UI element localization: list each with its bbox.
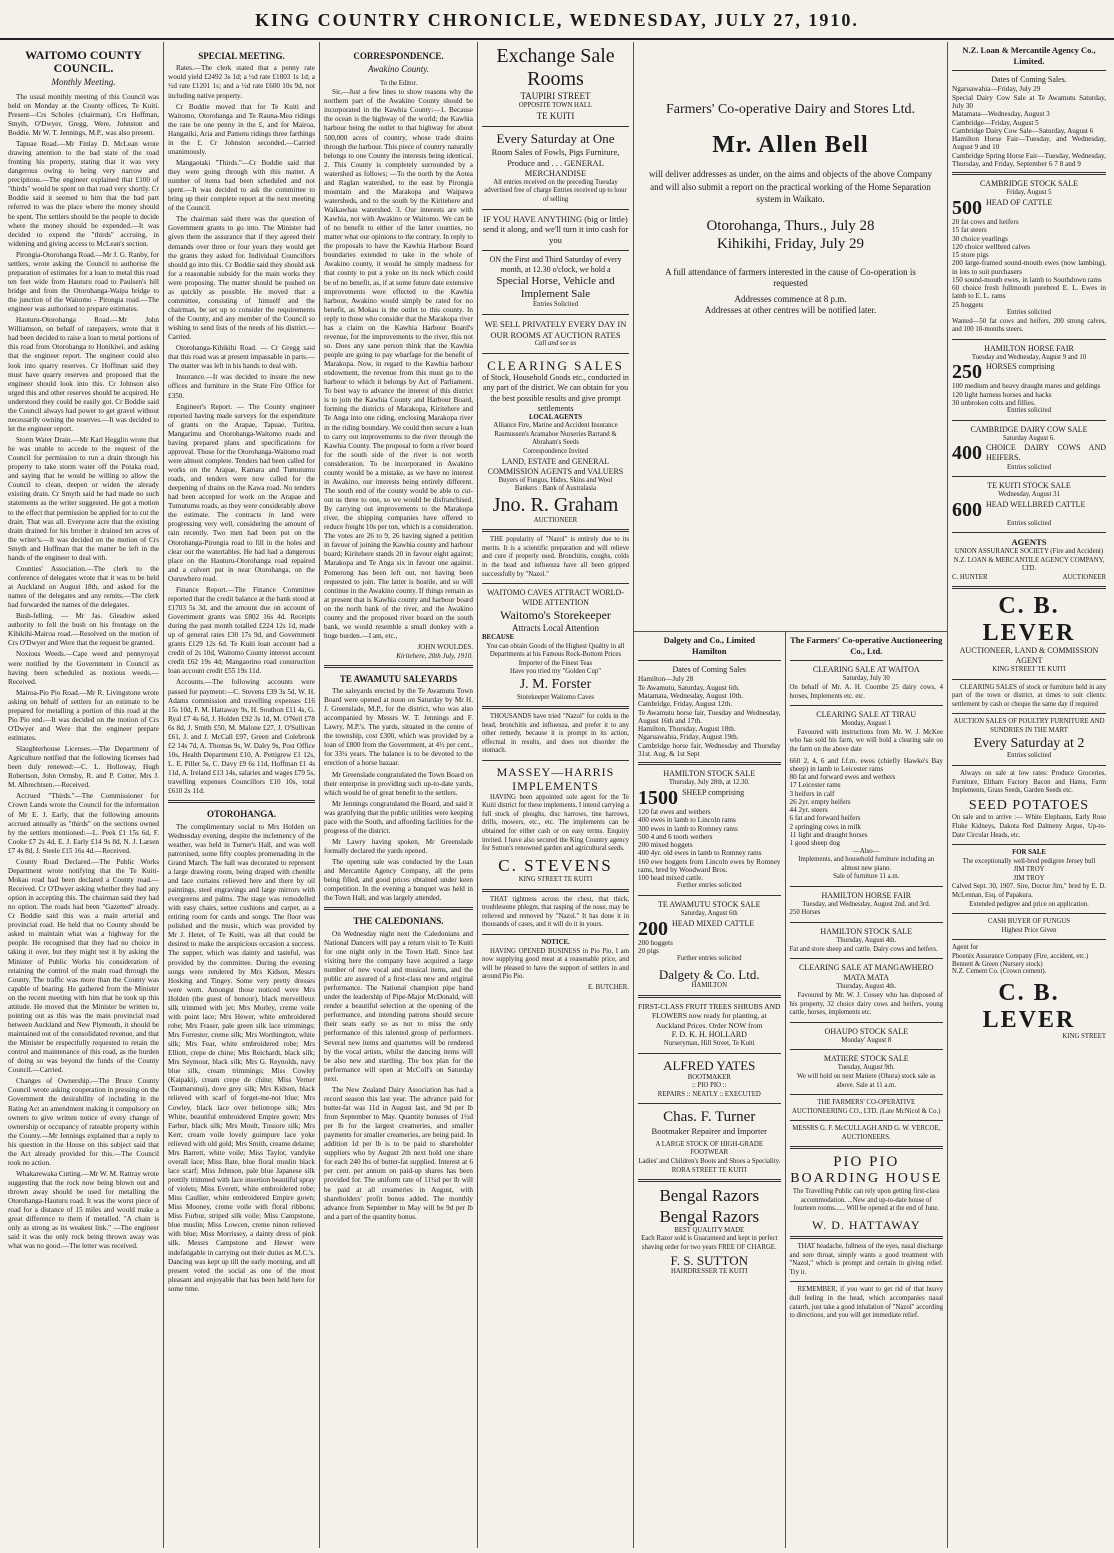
paragraph: Mangaotaki "Thirds."—Cr Boddie said that they were going through with this matter. A number of items had been scheduled and not spent.—It was decided to ask the committee to bring up their complete report at the next meeting of the Council. xyxy=(168,158,315,213)
ad-mccullagh: MESSRS G. F. McCULLAGH AND G. W. VERCOE, AUCTIONEERS. xyxy=(792,1125,941,1141)
paragraph: Bush-felling. — Mr Jas. Gleadow asked authority to fell the bush on his frontage on the Kihikihi-Mairoa road.—Resolved on the motion of Crs O'Dwyer and Were that the request be granted. xyxy=(8,612,159,648)
ad-auctioneer: AUCTIONEER xyxy=(533,516,578,524)
paragraph: Slaughterhouse Licenses.—The Department of Agriculture notified that the following licenses had been duly renewed:—C. L. Holloway, Hugh Robertson, John Ormsby, R. and P. Cotter, Mrs J. M. Albrechtsen.—Received. xyxy=(8,745,159,790)
article-title: THE CALEDONIANS. xyxy=(353,916,444,927)
ad-butcher: E. BUTCHER. xyxy=(588,983,629,991)
paragraph: Mairoa-Pio Pio Road.—Mr R. Livingstone wrote asking on behalf of settlers for an estimate to be prepared for metalling a portion of this road at the Pio Pio end.—It was decided on the motion of Crs O'Dwyer and Were that the engineer prepare estimates. xyxy=(8,688,159,743)
column-5 xyxy=(634,632,786,1548)
ad-also: —Also— xyxy=(853,847,880,855)
paragraph: Tapuae Road.—Mr Finlay D. McLean wrote drawing attention to the bad state of the road fronting his property, stating that it was very dangerous owing to being very narrow and precipitous.—The engineer explained that £100 of "thirds" would be spent on that road very shortly. Cr Boddie said it seemed to him that the bad part referred to was the place where the money should be spent. The settlers should be the people to decide where the money should be expended.—It was decided to expend the "thirds" accruing, in widening and giving access to McLean's section. xyxy=(8,140,159,248)
ad-jim: JIM TROY JIM TROY xyxy=(1013,866,1045,882)
ad-nazol-4: THAT headache, fullness of the eyes, nasal discharge and sore throat, simply wants a good treatment with "Nazol," which is prompt and certain in giving relief. Try it. xyxy=(789,1243,943,1276)
ad-camb-dairy: CAMBRIDGE DAIRY COW SALE xyxy=(970,424,1088,434)
sheep-list: 120 fat ewes and wethers 400 ewes in lamb to Lincoln rams 300 ewes in lamb to Romney rams 500 4 and 6 tooth wethers 200 mixed hoggets 400 4yr. old ewes in lamb to Romney rams 160 ewe hoggets from Lincoln ewes by Romney rams, bred by Woodward Bros. 100 head mixed cattle. xyxy=(638,807,781,883)
paragraph: Cr Boddie moved that for Te Kuiti and Waitomo, Otorohanga and Te Rauna-Mea ridings the rate be one penny in the £, and for Mairoa, Hangatiki, Aria and Pamotu ridings three farthings in the £. Cr Johnston seconded.—Carried unanimously. xyxy=(168,102,315,156)
ad-town: TE KUITI xyxy=(536,110,575,121)
ad-clearing: CLEARING SALES xyxy=(487,357,624,373)
ad-clearing-body: of Stock, Household Goods etc., conducted in any part of the district. We can obtain for you the best possible results and give prompt settlements xyxy=(482,373,629,413)
ad-opposite: OPPOSITE TOWN HALL xyxy=(518,102,593,110)
ad-camb-date: Friday, August 5 xyxy=(1006,189,1052,197)
ad-ta-stock: TE AWAMUTU STOCK SALE xyxy=(657,900,761,910)
ad-storekeeper: Waitomo's Storekeeper xyxy=(500,608,611,623)
ad-ham-horse7: HAMILTON HORSE FAIR xyxy=(984,343,1074,353)
ad-coming: Dates of Coming Sales xyxy=(672,665,747,675)
ad-nzloan2: N.Z. LOAN & MERCANTILE AGENCY COMPANY, LTD. xyxy=(953,556,1105,573)
paragraph: Counties' Association.—The clerk to the conference of delegates wrote that it was to be held at Auckland on August 18th, and asked for the names of the delegates and any remits.—The clerk had forwarded the names of the delegates. xyxy=(8,564,159,610)
ad-room-sales: Room Sales of Fowls, Pigs Furniture, Produce and . . . GENERAL MERCHANDISE xyxy=(491,146,620,179)
ad-for-sale: FOR SALE xyxy=(1012,849,1046,857)
ad-king: KING STREET TE KUITI xyxy=(992,666,1066,674)
ad-allen-bell: Mr. Allen Bell xyxy=(712,132,869,159)
cattle-count: 200 xyxy=(638,917,668,940)
ad-best-quality: BEST QUALITY MADE xyxy=(674,1226,745,1234)
article-title: WAITOMO COUNTY COUNCIL. xyxy=(25,48,142,76)
ad-turner: Chas. F. Turner xyxy=(663,1109,756,1126)
ad-farmers-title: Farmers' Co-operative Dairy and Stores Ltd. xyxy=(665,102,915,117)
ad-because: BECAUSE xyxy=(482,634,515,642)
ad-camb-stock: CAMBRIDGE STOCK SALE xyxy=(979,179,1079,189)
ad-manga: CLEARING SALE AT MANGAWHERO MATA MATA xyxy=(798,963,934,983)
ad-ladies: Ladies' and Children's Boots and Shoes a Speciality. xyxy=(638,1158,781,1166)
ad-tirau-body: Favoured with instructions from Mr. W. J. McKee who has sold his farm, we will hold a clearing sale on the farm on the above date xyxy=(789,728,943,753)
ad-tk-date: Wednesday, August 31 xyxy=(998,491,1060,499)
ad-golden-cup: Have you tried my "Golden Cup" xyxy=(509,668,602,676)
column-1 xyxy=(4,42,164,1548)
paragraph: The opening sale was conducted by the Loan and Mercantile Agency Company, all the pens being filled, and good prices obtained under keen competition. In the evening a banquet was held in the Town Hall, and was largely attended. xyxy=(324,858,473,903)
ad-bengal-2: Bengal Razors xyxy=(659,1206,760,1226)
ad-ham-horse7-date: Tuesday and Wednesday, August 9 and 10 xyxy=(971,353,1087,361)
cattle-label: HEAD MIXED CATTLE xyxy=(672,918,755,928)
article-body xyxy=(168,823,315,1294)
ad-sutton: F. S. SUTTON xyxy=(670,1252,748,1268)
ad-entries7: Entries solicited xyxy=(1007,309,1051,317)
ad-tirau-list: 660 2, 4, 6 and f.f.m. ewes (chiefly Hawke's Bay sheep) in lamb to Leicester rams 80 fat and forward ewes and wethers 17 Leicester rams 3 heifers in calf 26 2yr. empty heifers 44 2yr. steers 6 fat and forward heifers 2 springing cows in milk 11 light and draught horses 1 good sheep dog xyxy=(789,756,943,848)
ad-agents: AGENTS xyxy=(1011,537,1047,548)
ad-street: TAUPIRI STREET xyxy=(520,91,591,101)
ad-stevens: C. STEVENS xyxy=(498,855,613,875)
ad-calved: Calved Sept. 30, 1907. Sire, Doctor Jim," bred by E. D. McLennan, Esq. of Papakura. xyxy=(952,883,1106,899)
column-3 xyxy=(320,42,478,1548)
horses-list: 100 medium and heavy draught mares and geldings 120 light harness horses and hacks 30 unbroken colts and fillies. xyxy=(952,382,1101,407)
ad-ham-date: Thursday, July 28th, at 12.30. xyxy=(668,779,750,787)
ad-ohaupo-date: Monday' August 8 xyxy=(841,1036,892,1044)
paragraph: On Wednesday night next the Caledonians and National Dancers will pay a return visit to Te Kuiti for one night only in the Town Hall. Since last visiting here the company have acquired a large number of new vocal and musical items, and the public are assured of a first-class new and original performance. The National champion pipe band under the leadership of Pipe-Major McDonald, will render a beautiful selection at the opening of the performance, and intending patrons should secure their seats early so as not to miss the only performance of this talented group of performers. Several new items and quartettes will be rendered by the vocal artists, whilst the dancing items will be also new and startling. The box plan for the performance will open at McColl's on Saturday next. xyxy=(324,929,473,1083)
paragraph: The complimentary social to Mrs Holden on Wednesday evening, despite the inclemency of the weather, was held in Turner's Hall, and was well patronised, some fifty couples promenading in the Grand March. The hall was decorated to represent a large drawing room, being draped with chenille and lace curtains relieved here and there by oil paintings, steel engravings and large mirrors with evergreens and palms. The stage was remodelled with easy chairs, settee cushions and carpet, as a retiring room for cards and songs. The floor was polished and the music, which was provided by Mr J. Hetet, of Te Kuiti, was all that could be desired to make the auspicious occasion a success. The supper, which was dainty and tasteful, was provided by the committee. During the evening songs were rendered by Mrs Kidson, Messrs Hosking and Tingey. Some very pretty dresses were worn. Amongst those noticed were Mrs Holden (the guest of honour), black merveilleux silk trimmed with jet; Mrs Morley, creme voile with point lace; Mrs Hewer, white embroidered robe; Mrs Fraser, pale green silk lace trimmings; Mrs Forrester, creme silk; Mrs Worthington, white silk; Mrs Fear, white embroidered robe; Mrs Elliott, crepe de chine; Mrs Reichardt, black silk; Mrs Seymour, black silk; Mrs G. Reynolds, navy blue silk, cream trimmings; Miss Cowley (Kaipaki), cream crepe de chine; Miss Verner (Taumarunui), dove grey silk; Mrs Kidson, black relieved with scarf of forget-me-not blue; Mrs Cowley, black lace over heliotrope silk; Mrs White, beautiful embroidered Empire gown; Mrs Farbur, black silk; Mrs Moult, Tussore silk; Mrs Kerr, cream voile lovely guimpure lace yoke relieved with old gold; Mrs Smith, creame delaine; Mrs Barrett, white voile; Miss Taylor, vandyke overall lace; Miss Bate, blue floral muslin black lace scarf; Miss Johnson, pale blue Japanese silk prettily trimmed with lace insertion beautiful spray of violets; Miss Everett, white embroidered robe; Miss Caullier, white embroidered Empire gown; Miss Mooney, creme voile with floral ribbons; Miss Furbur, striped silk voile; Miss Campstone, blue muslin; Miss Lowcen, creme ninon relieved with blue; Miss Morrissey, a dainty dress of pink silk. Messrs Campstone and Hewer were indefatigable in carrying out their duties as M.C.'s. Dancing was kept up till the early morning, and all present voted the social as one of the most pleasant and enjoyable that has been held here for some time. xyxy=(168,822,315,1293)
ad-addr-commence: Addresses commence at 8 p.m. xyxy=(734,293,847,304)
ad-hattaway: W. D. HATTAWAY xyxy=(811,1217,921,1232)
ad-bengal-1: Bengal Razors xyxy=(659,1186,760,1206)
ad-nazol-5: REMEMBER, if you want to get rid of that heavy dull feeling in the head, which accompanies nasal catarrh, just take a good inhalation of "Nazol" according to directions, and you will get immediate relief. xyxy=(789,1286,943,1320)
ad-matiere: MATIERE STOCK SALE xyxy=(823,1054,909,1064)
article-body xyxy=(324,930,473,1222)
ad-waitoa-date: Saturday, July 30 xyxy=(842,675,890,683)
ad-bankers: Bankers : Bank of Australasia xyxy=(514,485,597,493)
paragraph: Rates.—The clerk stated that a penny rate would yield £2492 3s 1d; a ½d rate £1803 1s 1d; a ½d rate £1201 1s; and a ½d rate £600 10s 9d, not including native property. xyxy=(168,64,315,100)
article-body xyxy=(324,687,473,903)
paragraph: Changes of Ownership.—The Bruce County Council wrote asking cooperation in pressing on the Government the desirability of including in the Rating Act an amendment making it compulsory on owners to give written notice of every change of ownership or occupancy of rateable property within the County.—Mr Jennings explained that a reply to his question in the House on this subject said that the Act already provided for this.—The Council took no action. xyxy=(8,1077,159,1167)
ad-nursery: Nurseryman, Hill Street, Te Kuiti xyxy=(663,1040,755,1048)
ad-ham-stock6: HAMILTON STOCK SALE xyxy=(820,927,913,937)
ad-lever-sub: AUCTIONEER, LAND & COMMISSION AGENT xyxy=(959,646,1099,666)
newspaper-page xyxy=(4,42,1110,1548)
article-body xyxy=(8,93,159,1252)
ad-seed: SEED POTATOES xyxy=(968,797,1090,813)
article-title: CORRESPONDENCE. xyxy=(353,51,444,61)
ad-entries: All entries received on the preceding Tuesday advertised free of charge Entries received up to hour of selling xyxy=(484,178,627,204)
ad-notice: NOTICE. xyxy=(541,938,570,946)
ad-dates7: Ngaruawahia—Friday, July 29 Special Dairy Cow Sale at Te Awamutu Saturday, July 30 Matamata—Wednesday, August 3 Cambridge—Friday, August 5 Cambridge Dairy Cow Sale—Saturday, August 6 Hamilton Horse Fair—Tuesday, and Wednesday, August 9 and 10 Cambridge Spring Horse Fair—Tuesday, Wednesday, Thursday, and Friday, September 6 7 8 and 9 xyxy=(952,85,1106,169)
ad-allen-body: will deliver addresses as under, on the aims and objects of the above Company and will also submit a report on the practical working of the Home Separation system in Waikato. xyxy=(648,169,933,204)
wb-count: 600 xyxy=(952,498,982,521)
ad-holland: F. D. K. H. HOLLARD xyxy=(671,1030,747,1040)
ad-nazol-3: THAT tightness across the chest, that thick, troublesome phlegm, that rasping of the nose, may be relieved and removed by "Nazol." It has done it in thousands of cases, and it will do it in yours. xyxy=(482,895,629,929)
ad-matiere-body: We will hold on next Matiere (Ohura) stock sale as above. Sale at 11 a.m. xyxy=(796,1072,936,1089)
paragraph: Finance Report.—The Finance Committee reported that the credit balance at the bank stood at £1703 5s 3d, and the amount due on account of Government grants was £802 16s 4d. Receipts during the past month totalled £224 12s 1d, made up of general rates £30 17s 9d, and Government grants £129 12s 6d. Te Kuiti loan account had a credit of 2s 10d, Waitomo County interest account credit £62 19s 4d; Mangaorino road construction loan account credit £55 19s 11d. xyxy=(168,585,315,676)
ad-matiere-date: Tuesday, August 9th. xyxy=(837,1064,895,1072)
horses-label: HORSES comprising xyxy=(986,362,1055,372)
ad-seed-body: On sale and to arrive :— White Elephants, Early Rose Fluke Kidneys, Dakota Red Dalmeny Argue, Up-to-Date Circular Heads, etc. xyxy=(952,814,1106,839)
ad-ham-horse-date: Tuesday, and Wednesday, August 2nd. and 3rd. xyxy=(802,900,931,908)
ad-repairs: REPAIRS :: NEATLY :: EXECUTED xyxy=(657,1090,761,1098)
ad-turner-sub: Bootmaker Repairer and Importer xyxy=(651,1126,767,1137)
paragraph: Accrued "Thirds."—The Commissioner for Crown Lands wrote the Council for the information of Mr E. J. Early, that the following amounts accrued annually as "thirds" on the sections owned by the settlers mentioned:—L. Peek £1 15s 6d, F. Cooke £7 2s 4d, E. J. Early £14 9s 8d, N. J. Larsen £7 4s 8d, J. Steele £15 16s 4d.—Received. xyxy=(8,792,159,855)
ad-tirau: CLEARING SALE AT TIRAU xyxy=(816,710,917,720)
paragraph: Pirongia-Otorohanga Road.—Mr J. G. Ranby, for settlers, wrote asking the Council to authorise the preparation of estimates for a loan to metal this road ten feet wide from Hauturu road to Paulsen's hill bridge and from the Otorohanga-Waipa bridge to the junction of the Waitomo - Pirongia road.—The engineer was authorised to prepare estimates. xyxy=(8,250,159,314)
paragraph: Otorohanga-Kihikihi Road. — Cr Gregg said that this road was at present impassable in parts.—The matter was left in his hands to deal with. xyxy=(168,344,315,371)
wb-label: HEAD WELLBRED CATTLE xyxy=(986,499,1086,509)
ad-full-attend: A full attendance of farmers interested in the cause of Co-operation is requested xyxy=(665,266,916,289)
article-body xyxy=(168,64,315,796)
ad-coming7: Dates of Coming Sales. xyxy=(991,75,1067,85)
ad-oto-date: Otorohanga, Thurs., July 28 xyxy=(706,217,875,234)
horses-count: 250 xyxy=(952,361,982,384)
ad-entries-solicited: Entries Solicited xyxy=(532,301,579,309)
ad-attracts: Attracts Local Attention xyxy=(512,622,599,633)
ad-tk-stock: TE KUITI STOCK SALE xyxy=(987,481,1071,491)
article-body xyxy=(324,88,473,641)
ad-dalgety-big: Dalgety & Co. Ltd. xyxy=(658,966,760,982)
sheep-count: 1500 xyxy=(638,786,678,809)
ad-piopio-title: PIO PIO xyxy=(833,1154,900,1171)
paragraph: The chairman said there was the question of Government grants to go into. The Minister had given them the assurance that if they agreed their demands over three or four years they would get the grants they asked for. Individual Councillors should go into this. Cr Boddie said they should ask for a reasonable subsidy for the main works they were proposing. The matter should be pushed on as quickly as possible. He moved that a committee, consisting of himself and the chairman, be set up to consider the requirements of the County, and any member of the Council so wishing to send lists of the needs of his district.—Carried. xyxy=(168,215,315,342)
ad-yates: ALFRED YATES xyxy=(663,1057,756,1073)
paragraph: Whakarewaka Cutting.—Mr W. M. Rattray wrote suggesting that the rock now being blown out and thrown away should be used for metalling the Otorohanga-Hauturu road. It was the worst piece of road for a distance of 15 miles and would make a great difference to them if metalled. "A chain is only as strong as its weakest link." —The engineer said it was the only rock being thrown away was what was no good.—The letter was received. xyxy=(8,1169,159,1251)
ad-furniture: Sale of furniture 11 a.m. xyxy=(833,873,900,881)
ad-for-sale-body: The exceptionally well-bred pedigree Jersey bull xyxy=(962,857,1096,865)
ad-dalgety-place: Hamilton xyxy=(692,645,727,656)
dairy-count: 400 xyxy=(952,442,982,465)
paragraph: Mr Jennings congratulated the Board, and said it was gratifying that the public utilities were keeping pace with the South, and affording facilities for the progress of the district. xyxy=(324,799,473,835)
ad-further: Further entries solicited xyxy=(676,882,742,890)
dairy-label: CHOICE DAIRY COWS AND HEIFERS. xyxy=(986,443,1106,463)
ad-manga-body: Favoured by Mr. W. J. Cossey who has disposed of his property, 32 choice dairy cows and heifers, young cattle, horses, implements etc. xyxy=(789,991,943,1017)
paragraph: The usual monthly meeting of this Council was held on Monday at the County offices, Te Kuiti. Present—Crs Scholes (chairman), Crs Hoffman, Smyth, O'Dwyer, Gregg, Were, Johnston and Boddie. Mr W. T. Jennings, M.P., was also present. xyxy=(8,92,159,137)
ad-waitoa-body: On behalf of Mr. A. H. Coombe 25 dairy cows, 4 horses, Implements etc. etc. xyxy=(789,684,943,700)
ad-agents-list: Alliance Fire, Marine and Accident Insurance Rasmussen's Aramahoe Nurseries Barrand & Abraham's Seeds xyxy=(493,422,618,447)
ad-entries7c: Entries solicited xyxy=(1007,463,1051,471)
ad-buyers: Buyers of Fungus, Hides, Skins and Wool xyxy=(498,476,613,484)
column-2 xyxy=(164,42,320,1548)
paragraph: The saleyards erected by the Te Awamutu Town Board were opened at noon on Saturday by Mr H. J. Greenslade, M.P., for the district, who was also accompanied by Messrs W. T. Jennings and F. Lawry, M.P.'s. The yards, situated in the centre of the township, cost £300, which was provided by a loan of £800 from the Government, at 4½ per cent., for 33¼ years. The balance is to be devoted to the erection of a horse bazaar. xyxy=(324,686,473,768)
ad-manga-date: Thursday, August 4th. xyxy=(836,983,897,991)
ad-boarding: BOARDING HOUSE xyxy=(790,1171,943,1187)
ad-large-stock: A LARGE STOCK OF HIGH-GRADE FOOTWEAR xyxy=(655,1140,763,1157)
paragraph: Mr Greenslade congratulated the Town Board on their enterprise in providing such up-to-date yards, which would be of great benefit to the settlers. xyxy=(324,770,473,797)
ad-massey-body: HAVING been appointed sole agent for the Te Kuiti district for these implements, I intend carrying a full stock of ploughs, disc harrows, tine harrows, drills, mowers, etc., etc. The implements can be obtained for either cash or on easy terms. Enquiry invited. I have also secured the King Country agency for Sutton's renowned garden and agricultural seeds. xyxy=(482,793,629,853)
cattle7-list: 20 fat cows and heifers 15 fat steers 30 choice yearlings 120 choice wellbred calves 15 store pigs 200 large-framed sound-mouth ewes (now lambing), in lots to suit purchasers 150 sound-mouth ewes, in lamb to Southdown rams 60 choice fresh fullmouth purebred E. L. Ewes in lamb to E. L. rams 25 hoggets xyxy=(952,217,1106,309)
ad-forster-sub: Storekeeper Waitomo Caves xyxy=(516,693,595,701)
ad-entries7b: Entries solicited xyxy=(1007,407,1051,415)
ad-ta-date: Saturday, August 6th xyxy=(680,910,738,918)
ad-nazol-1: THE popularity of "Nazol" is entirely due to its merits. It is a scientific preparation and will relieve and cure if properly used. Bronchitis, coughs, colds in the head and influenza have all been gripped successfully by "Nazol." xyxy=(482,536,629,578)
ad-farmers-auct: The Farmers' Co-operative Auctioneering Co., Ltd. xyxy=(790,635,943,656)
ad-because-body: You can obtain Goods of the Highest Quality in all Departments at his Famous Rock-Bottom Prices xyxy=(486,642,625,659)
hoggets-list: 200 hoggets 20 pigs xyxy=(638,938,673,955)
ad-ham-stock: HAMILTON STOCK SALE xyxy=(663,769,756,779)
column-7 xyxy=(948,42,1110,1548)
ad-lever: C. B. LEVER xyxy=(982,593,1076,646)
ad-local-agents: LOCAL AGENTS xyxy=(528,413,583,421)
masthead xyxy=(0,0,1114,40)
ad-hunter-role: AUCTIONEER xyxy=(1062,573,1106,581)
article-title: SPECIAL MEETING. xyxy=(198,51,285,61)
ad-call: Call and see us xyxy=(534,340,577,348)
masthead-title: KING COUNTRY CHRONICLE, WEDNESDAY, JULY 27, 1910. xyxy=(255,10,859,30)
ad-forster: J. M. Forster xyxy=(519,676,592,692)
ad-rora: RORA STREET TE KUITI xyxy=(671,1166,747,1174)
ad-notice-body: HAVING OPENED BUSINESS in Pio Pio, I am now supplying good meat at a reasonable price, and will be pleased to have the support of settlers in and around Pio Pio. xyxy=(482,947,629,981)
ad-hunter: C. HUNTER xyxy=(952,573,988,581)
ad-horses250: 250 Horses xyxy=(789,909,821,917)
ad-trees: FIRST-CLASS FRUIT TREES SHRUBS AND FLOWERS now ready for planting, at Auckland Prices. Order NOW from xyxy=(638,1001,781,1030)
ad-hamilton: HAMILTON xyxy=(691,982,727,990)
ad-correspondence: Correspondence Invited xyxy=(522,447,589,455)
ad-every-sat: Every Saturday at One xyxy=(496,131,615,147)
ad-fungus: CASH BUYER OF FUNGUS xyxy=(987,918,1071,926)
ad-extended: Extended pedigree and price on application. xyxy=(969,900,1089,908)
ad-lever-2: C. B. LEVER xyxy=(982,980,1076,1033)
ad-agents-list7: Phoenix Assurance Company (Fire, accident, etc.) Bennett & Green (Nursery stock) N.Z. Cement Co. (Crown cement). xyxy=(952,952,1089,976)
signature-place: Kiritehere, 20th July, 1910. xyxy=(396,651,473,660)
ad-entries7d: Entries solicited xyxy=(1007,519,1051,527)
paragraph: Storm Water Drain.—Mr Karl Hegglin wrote that he was unable to accede to the request of the Council for permission to run a drain through his property to take storm water off the Potaka road, and saying that he would be willing to allow the Council to clean, deepen or widen the already existing drain. Cr Smyth said he had made no such statements as the writer suggested. He got a motion to the effect that permission be applied for to cut the drain. That was all. Everyone acre that the existing drain drained for his brother it drained ten acres of the writer's.—It was decided on the motion of Crs Smyth and Hoffman that the matter be left in the hands of the engineer to deal with. xyxy=(8,436,159,562)
article-title: OTOROHANGA. xyxy=(206,809,277,820)
ad-dalgety-title: Dalgety and Co., Limited xyxy=(663,635,755,645)
article-subtitle: Monthly Meeting. xyxy=(51,77,116,88)
ad-importer: Importer of the Finest Teas xyxy=(518,659,593,667)
ad-poultry: AUCTION SALES OF POULTRY FURNITURE AND SUNDRIES IN THE MART xyxy=(953,718,1105,735)
cattle7-count: 500 xyxy=(952,196,982,219)
ad-fat-store: Fat and store sheep and cattle. Dairy cows and heifers. xyxy=(789,945,938,953)
paragraph: Insurance.—It was decided to insure the new offices and furniture in the State Fire Office for £350. xyxy=(168,373,315,400)
ad-entries7e: Entries solicited xyxy=(1007,752,1051,760)
ad-graham: Jno. R. Graham xyxy=(492,493,619,516)
paragraph: The New Zealand Dairy Association has had a record season this last year. The advance paid for butter-fat was 11d in August last, and 9d per lb from September to May. Quantity bonuses of 1½d per lb for the largest creameries, and smaller payments for smaller creameries, are being paid. In addition 1d per lb is to be paid to shareholder suppliers who by August 2th next hold one share for each 240 lbs of butter-fat supplied. Interest at 6 per cent. per annum on paid-up shares has been provided for. The uniform rate of 11¼d per lb will be paid at all creameries in August, with shareholders' profit bonus added. The monthly advance from September to May will be 9d per lb and a part of the quantity bonus. xyxy=(324,1085,473,1221)
paragraph: Accounts.—The following accounts were passed for payment:—C. Stevens £39 3s 5d, W. H. Adams commission and travelling expenses £16 15s 10d, F. M. Hattaway 9s, H. Southon £11 4s, G. Ryal £7 4s 6d, J. Holden £92 3s 1d, M. O'Neil £78 6s 8d, J. Smith £50, M. Malone £27, J. O'Sullivan £61, J. and J. McCall £97, Green and Colebrook £2 14s 7d, A. Thomas 9s, W. Dalry 9s, Post Office 10s, Health Department £10, A. Pettigrew £1 12s, L. E. Piller 5s, C. Davy £9 6s 11d, Hoffman £1 4s 11d, A. Ireland £13 14s, salaries and wages £79 5s, travelling expenses Councillors £10 10s, total £610 2s 11d. xyxy=(168,678,315,796)
ad-implements: Implements, and household furniture including an almost new piano. xyxy=(798,856,935,872)
column-5-6 xyxy=(634,42,948,1548)
ad-wanted: Wanted—50 fat cows and heifers, 200 strong calves, and 100 18-months steers. xyxy=(952,317,1106,334)
article-subtitle: Awakino County. xyxy=(367,64,429,75)
paragraph: Sir,—Just a few lines to show reasons why the northern part of the Awakino County should be incorporated in the Kawhia County:—1. Because the ocean is the highway of the world; the Kawhia harbour being the outlet to that highway for about 500,000 acres of country, whose trade drains through the harbour. This piece of country naturally belongs to one County the interests being identical. 2. This County is completely surrounded by a watershed as follows; —To the north by the Aotea and Raglan watershed, to the east by Pirongia mountain and the Marakopa and Waipawa watersheds, and to the south by the Kiritehere and Waikawhau watershed. 3. Our interests are with Kawhia, not with Awakino or Waitomo. We can be of no benefit to either of the latter counties, no matter what our opinions to the contrary. In reply to the proposals to have the Kawhia Harbour Board boundaries extended to take in the whole of Awakino county, it would be simply madness for that county to put a yoke on its neck which could be of no benefit, as, if at some future date extensive improvements were effected to the Kawhia harbour, Awakino would simply be rated for no benefit, as Mokau is the outlet to this county. In reply to those who consider that the Marakopa river has a claim on the Kawhia Harbour Board's revenue, for the improvements to the river, this not so. Does any sane person think that the Kawhia people are going to pay wharfage for the benefit of Marakopa. Now, in regard to the Kawhia harbour endowment, the revenue from this must go to the harbour to which it belongs by Act of Parliament. To best way to advance the interest of this district is to join the Kawhia County and Harbour Board, forming the districts of Marakopa, Kiritehere and Te Anga into one riding, enclosing Marakopa river in the riding boundary. We could then secure a loan to carry out improvements to the river through the Kawhia County. The proposal to form a river board for the south side of the river is not worth consideration. To be incorporated in Awakino county would be a mistake, as we have no interest in Awakino, our interests being entirely different. The south end of the county would be able to cut-out us three to one, so we would be disfranchised. By carrying out improvements to the Marakopa river, the shipping companies have offered to reduce freight 10s per ton, which is a consideration. The votes are 26 to 9, 26 having signed a petition in favour of joining the Kawhia county and harbour board; Kiritehere stands 20 in favour eight against; Marakopa and Te Anga six in favour one against. Pomerong has been left out, not having been requested to join. The latter is hostile, and so will continue in the Awakino county. If things remain as at present that is Kawhia county and harbour board on the north bank of the river, and the Awakino county and the proposed river board on the south bank, we would resemble a small donkey with a huge burden.—I am, etc., xyxy=(324,88,473,640)
ad-further2: Further entries solicited xyxy=(676,955,742,963)
column-6 xyxy=(786,632,947,1548)
ad-addr-other: Addresses at other centres will be notified later. xyxy=(704,304,877,315)
ad-waitomo-caves: WAITOMO CAVES ATTRACT WORLD-WIDE ATTENTION xyxy=(487,588,624,608)
ad-special-horse: Special Horse, Vehicle and Implement Sale xyxy=(496,274,615,301)
ad-ham-stock6-date: Thursday, August 4th. xyxy=(836,937,897,945)
ad-waitoa: CLEARING SALE AT WAITOA xyxy=(812,665,920,675)
ad-agent-for: Agent for xyxy=(952,944,979,952)
ad-always: Always on sale at low rates: Produce Groceries, Furniture, Eltham Factory Bacon and Hams, Farm Implements, Grass Seeds, Garden Seeds etc. xyxy=(952,769,1106,795)
ad-sutton-sub: HAIRDRESSER TE KUITI xyxy=(670,1268,748,1276)
paragraph: Mr Lawry having spoken, Mr Greenslade formally declared the yards opened. xyxy=(324,837,473,856)
ad-nazol-2: THOUSANDS have tried "Nazol" for colds in the head, bronchitis and influenza, and prefer it to any other remedy, because it is prompt in its action, effectual in results, and does not disorder the stomach. xyxy=(482,713,629,755)
ad-bootmaker: BOOTMAKER xyxy=(687,1073,731,1081)
ad-lever-clearing: CLEARING SALES of stock or furniture held in any part of the town or district, at times to suit clients: settlement by cash or cheque the same day if required xyxy=(952,683,1106,708)
ad-camb-dairy-date: Saturday August 6. xyxy=(1003,434,1055,442)
ad-massey: MASSEY—HARRIS IMPLEMENTS xyxy=(496,765,615,794)
article-title: TE AWAMUTU SALEYARDS xyxy=(339,673,458,684)
ad-boarding-body: The Travelling Public can rely upon getting first-class accommodation. ...New and up-to-date house of fourteen rooms...... Will be opened at the end of June. xyxy=(792,1188,940,1213)
ad-king-2: KING STREET xyxy=(1062,1032,1106,1040)
ad-ham-horse: HAMILTON HORSE FAIR xyxy=(821,890,912,900)
ad-sales-list: Hamilton—July 28 Te Awamutu, Saturday, August 6th. Matamata, Wednesday, August 10th. Cambridge, Friday, August 12th. Te Awamutu horse fair, Tuesday and Wednesday, August 16th and 17th. Hamilton, Thursday, August 18th. Ngaruawahia, Friday, August 19th. Cambridge horse fair, Wednesday and Thursday 31st. Aug. & 1st Sept xyxy=(638,675,781,759)
paragraph: Hauturu-Otorohanga Road.—Mr John Williamson, on behalf of ratepayers, wrote that it had been decided to raise a loan to metal portions of this road from Otorohanga to Honikiwi, and asking that the engineer report. The engineer could also look into quarry reserves. Cr Hoffman said they must have quarry reserves and proposed that the engineer should look into this. Cr Johnson also urged this and other reserves should be acquired. He understood they could be easily got. Cr Boddie said the Council always had power to get gravel without necessarily owning the reserves.—It was decided to let the engineer report. xyxy=(8,316,159,433)
ad-exchange-title: Exchange Sale Rooms xyxy=(496,45,615,90)
ad-land: LAND, ESTATE and GENERAL COMMISSION AGENTS and VALUERS xyxy=(487,456,624,476)
ad-tirau-date: Monday, August 1 xyxy=(841,720,892,728)
ad-razor-body: Each Razor sold is Guaranteed and kept in perfect shaving order for two years FREE OF CHARGE. xyxy=(641,1235,778,1252)
cattle7-label: HEAD OF CATTLE xyxy=(986,197,1053,207)
paragraph: Noxious Weeds.—Cape weed and pennyroyal were notified by the Government in Council as having been scheduled as noxious weeds.—Received. xyxy=(8,650,159,686)
ad-farmers-coop: THE FARMERS' CO-OPERATIVE AUCTIONEERING CO., LTD. (Late McNicol & Co.) xyxy=(792,1099,941,1115)
to-editor: To the Editor. xyxy=(379,79,418,87)
ad-farmers-dairy xyxy=(634,42,947,632)
ad-highest: Highest Price Given xyxy=(1001,926,1057,934)
ad-kihi-date: Kihikihi, Friday, July 29 xyxy=(717,235,864,252)
sheep-label: SHEEP comprising xyxy=(682,787,745,797)
ad-union: UNION ASSURANCE SOCIETY (Fire and Accident) xyxy=(954,548,1104,556)
ad-stevens-sub: KING STREET TE KUITI xyxy=(518,876,593,884)
ad-we-sell: WE SELL PRIVATELY EVERY DAY IN OUR ROOMS AT AUCTION RATES xyxy=(484,318,627,340)
column-4 xyxy=(478,42,634,1548)
ad-every-sat7: Every Saturday at 2 xyxy=(973,735,1085,751)
ad-if-have: IF YOU HAVE ANYTHING (big or little) send it along, and we'll turn it into cash for you xyxy=(482,213,629,246)
ad-nz-loan: N.Z. Loan & Mercantile Agency Co., Limited. xyxy=(962,45,1096,66)
ad-piopio: :: PIO PIO :: xyxy=(691,1082,727,1090)
paragraph: Engineer's Report. — The County engineer reported having made surveys for the expenditure of grants on the Arapae, Tapuae, Turitea, Mangarimu and Otorohanga-Waitomo roads and having prepared plans and specifications for approval. Those for the Otorohanga-Waitomo road were almost complete. Tenders had been called for works on the Arapae, Kamara and Tumutumu roads, and tenders were now called for the deepening of drains on the Kawa road. No tenders had been accepted for work on the Arapae and Tumutumu roads, as they were considerably above the estimate. The contracts in land were progressing very well, considering the amount of rain recently. Two men had been put on the Otorohanga-Pirongia road to fill in the holes and clear out the watertables. He had had a dangerous place on the Hauturu-Otorohanga road repaired and a culvert put in near Otorohanga, on the Ouruwhero road. xyxy=(168,402,315,583)
paragraph: County Road Declared.—The Public Works Department wrote notifying that the Te Kuiti-Mokau road had been declared a County road.—Received. Cr O'Dwyer asking whether they had any option in accepting this. The chairman said they had no option. The roads had been "Gazetted" already. Cr Boddie said this was a main arterial and provincial road. He held that no County should be asked to maintain what was a highway for the people. He recognised that they had no choice in taking it over, but they might test it by asking the Minister of Public Works his consideration of retaining the control of the main road through the County. The traffic was more than the County was capable of bearing. He gathered from the Minister on the recent meeting with him that he took up this attitude. He moved that the Minister be written to, pointing out as this was the main provincial road between Auckland and New Plymouth, it should be maintained out of the consolidated revenue, and that the Minister be respectfully requested to retain the control and maintenance of this road, as the burden of doing so was beyond the funds of the County Council.—Carried. xyxy=(8,857,159,1075)
ad-first-third: ON the First and Third Saturday of every month, at 12.30 o'clock, we hold a xyxy=(489,254,622,274)
signature: JOHN WOULDES. xyxy=(417,643,473,652)
ad-ohaupo: OHAUPO STOCK SALE xyxy=(824,1026,908,1036)
